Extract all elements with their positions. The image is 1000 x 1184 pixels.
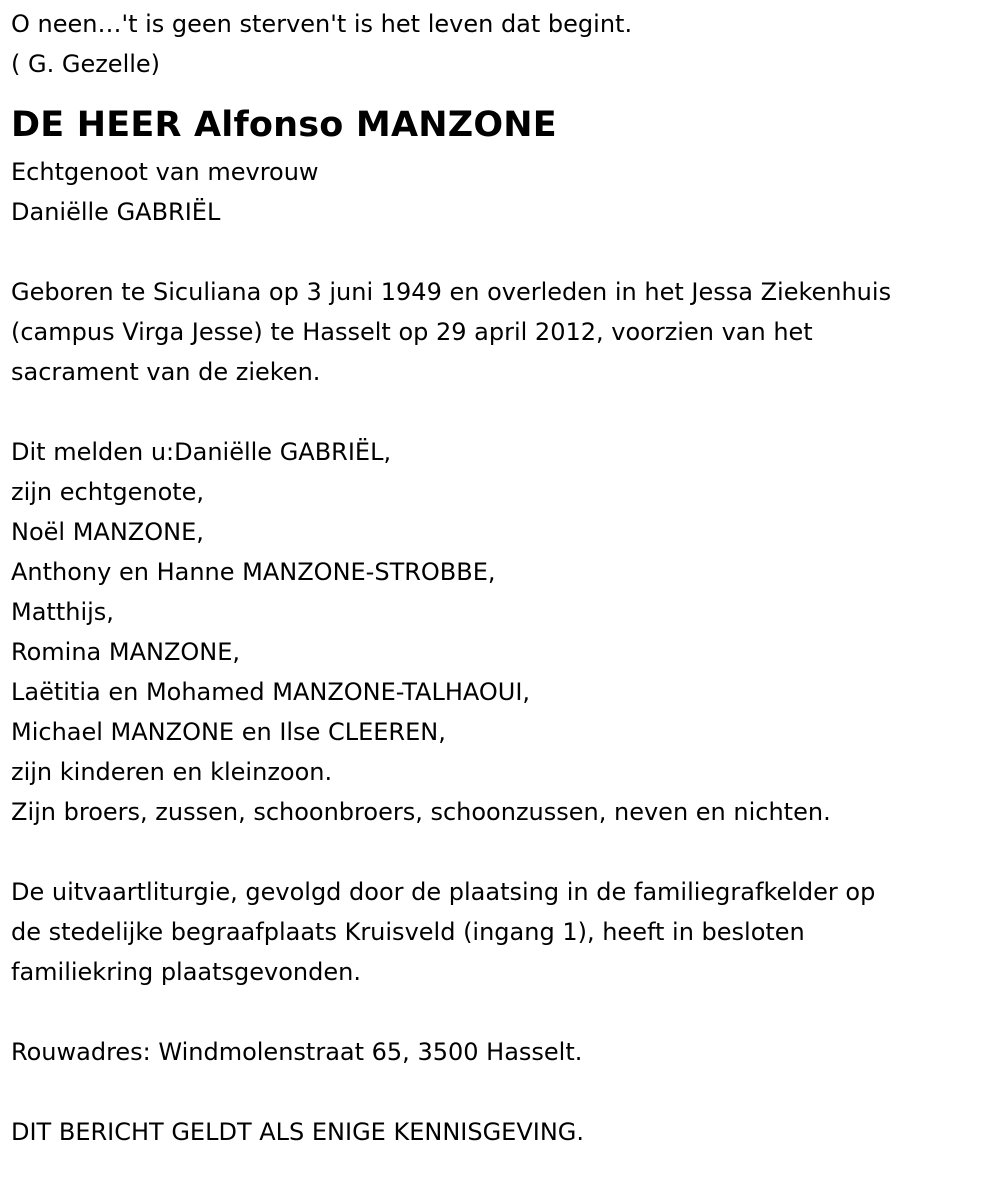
family-line: zijn kinderen en kleinzoon. [11, 758, 333, 786]
paragraph-line: (campus Virga Jesse) te Hasselt op 29 april 2012, voorzien van het [11, 318, 813, 346]
obituary-text [11, 4, 990, 1152]
family-line: Romina MANZONE, [11, 638, 241, 666]
paragraph-line: De uitvaartliturgie, gevolgd door de plaatsing in de familiegrafkelder op [11, 878, 876, 906]
paragraph-line: de stedelijke begraafplaats Kruisveld (ingang 1), heeft in besloten [11, 918, 805, 946]
family-line: Noël MANZONE, [11, 518, 204, 546]
mourning-address: Rouwadres: Windmolenstraat 65, 3500 Hasselt. [11, 1038, 583, 1066]
spouse-label: Echtgenoot van mevrouw [11, 158, 319, 186]
paragraph-line: Geboren te Siculiana op 3 juni 1949 en overleden in het Jessa Ziekenhuis [11, 278, 892, 306]
family-list [11, 432, 990, 832]
family-line: Anthony en Hanne MANZONE-STROBBE, [11, 558, 496, 586]
family-line: zijn echtgenote, [11, 478, 205, 506]
spacer [11, 392, 990, 432]
notice-line: DIT BERICHT GELDT ALS ENIGE KENNISGEVING. [11, 1118, 585, 1146]
quote-line: O neen…'t is geen sterven't is het leven dat begint. [11, 10, 633, 38]
family-line: Dit melden u:Daniëlle GABRIËL, [11, 438, 392, 466]
quote-author: ( G. Gezelle) [11, 50, 161, 78]
deceased-name-heading: DE HEER Alfonso MANZONE [11, 105, 557, 145]
paragraph-line: familiekring plaatsgevonden. [11, 958, 361, 986]
family-line: Matthijs, [11, 598, 114, 626]
spacer [11, 232, 990, 272]
spacer [11, 832, 990, 872]
spacer [11, 1072, 990, 1112]
family-line: Laëtitia en Mohamed MANZONE-TALHAOUI, [11, 678, 531, 706]
spacer [11, 992, 990, 1032]
paragraph-line: sacrament van de zieken. [11, 358, 321, 386]
spouse-name: Daniëlle GABRIËL [11, 198, 221, 226]
family-line: Michael MANZONE en Ilse CLEEREN, [11, 718, 446, 746]
funeral-paragraph [11, 872, 990, 992]
birth-death-paragraph [11, 272, 990, 392]
family-line: Zijn broers, zussen, schoonbroers, schoonzussen, neven en nichten. [11, 798, 831, 826]
